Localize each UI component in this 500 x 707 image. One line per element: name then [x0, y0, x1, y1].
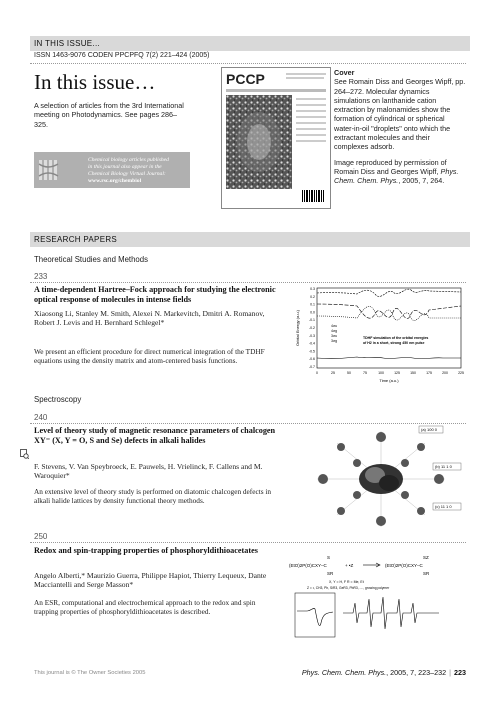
spin-trap-scheme-figure	[289, 551, 465, 641]
article-authors: F. Stevens, V. Van Speybroeck, E. Pauwels, H. Vrielinck, F. Callens and M. Waroquier*	[34, 462, 263, 481]
article-page-number[interactable]: 240	[34, 413, 48, 422]
fig1-xtick: 175	[426, 371, 432, 375]
article-abstract: An ESR, computational and electrochemical approach to the redox and spin trapping properties of phosphoryldithioacetates is described.	[34, 598, 256, 616]
fig1-note1: TDHF simulation of the orbital energies	[363, 336, 429, 340]
cover-description	[334, 68, 466, 192]
cover-credit-journal: Phys. Chem. Chem. Phys.	[334, 166, 459, 186]
fig1-xtick: 25	[331, 371, 335, 375]
cover-side-text	[296, 98, 326, 146]
cover-image	[221, 67, 331, 209]
fig3-reactant: (EtO)2P(O)CXY–C	[289, 563, 327, 568]
feature-title: In this issue…	[34, 70, 156, 94]
cover-deco	[286, 73, 326, 75]
fig1-legend-4su: 4σu	[331, 324, 338, 328]
fig1-ylabel: Orbital Energy (a.u.)	[295, 309, 300, 347]
divider	[30, 63, 466, 64]
cover-deco	[286, 77, 324, 79]
issn-line: ISSN 1463-9076 CODEN PPCPFQ 7(2) 221–424 (2005)	[34, 52, 210, 59]
fig1-ytick: -0.4	[308, 341, 315, 346]
cover-journal-title: PCCP	[226, 71, 265, 87]
article-page-number[interactable]: 233	[34, 272, 48, 281]
fig1-legend-3su: 3σu	[331, 334, 338, 338]
footer-journal: Phys. Chem. Chem. Phys.	[301, 668, 387, 677]
fig3-sz: SZ	[423, 555, 429, 560]
article-title[interactable]: A time-dependent Hartree–Fock approach for studying the electronic optical response of molecules in intense fields	[34, 285, 276, 304]
fig1-ytick: -0.2	[308, 326, 315, 330]
fig3-sr: SR	[327, 571, 334, 576]
cover-subtitle-bar	[226, 89, 326, 92]
footer-separator: |	[449, 668, 451, 677]
cover-text: See Romain Diss and Georges Wipff, pp. 264–272. Molecular dynamics simulations on lanthanide cation extraction by malonamides show the formation of cylindrical or spherical water-in-oil "droplets" onto which the extractant molecules and their complexes adsorb.	[334, 77, 466, 152]
cover-simulation-image	[226, 95, 292, 189]
footer-citation	[302, 668, 466, 677]
fig1-note2: of H2 in a short, strong 450 nm pulse	[363, 341, 425, 345]
cb-line1: Chemical biology articles published	[88, 157, 169, 163]
article-authors: Angelo Alberti,* Maurizio Guerra, Philippe Hapiot, Thierry Lequeux, Dante Macciantelli and Serge Masson*	[34, 571, 267, 590]
cb-line3: Chemical Biology Virtual Journal:	[88, 171, 166, 177]
fig1-xtick: 75	[363, 371, 367, 375]
fig1-xtick: 150	[410, 371, 416, 375]
fig3-plus-z: + •Z	[345, 563, 354, 568]
fig2-label-a: (a) 100 0	[421, 427, 438, 432]
chemical-biology-banner[interactable]	[34, 152, 190, 188]
footer-copyright: This journal is © The Owner Societies 2005	[34, 670, 146, 676]
cover-heading: Cover	[334, 68, 355, 77]
fig1-xlabel: Time (a.u.)	[379, 378, 399, 383]
divider	[30, 542, 466, 543]
feature-intro: A selection of articles from the 3rd International meeting on Photodynamics. See pages 286–325.	[34, 101, 184, 129]
fig2-label-b: (b) 11 1 0	[435, 464, 452, 469]
orbital-energy-figure	[293, 284, 465, 384]
fig1-ytick: 0.2	[310, 294, 315, 299]
fig1-xtick: 50	[347, 371, 351, 375]
in-this-issue-band: IN THIS ISSUE...	[30, 36, 470, 51]
fig3-sr2: SR	[423, 571, 430, 576]
fig3-cond1: X, Y = H, F R = Me, Et	[329, 580, 364, 584]
fig1-legend-3sg: 3σg	[331, 339, 338, 343]
article-authors: Xiaosong Li, Stanley M. Smith, Alexei N. Markevitch, Dmitri A. Romanov, Robert J. Levis and H. Bernhard Schlegel*	[34, 309, 265, 328]
fig1-ytick: 0.0	[310, 310, 315, 315]
fig3-product: (EtO)2P(O)CXY–C	[385, 563, 423, 568]
fig1-ytick: -0.5	[308, 349, 315, 354]
barcode-icon	[302, 190, 324, 202]
chemical-biology-text	[88, 157, 188, 185]
fig3-cond2: Z = •, CH3, Ph, SiR3, GeR3, PbR3, ...., growing polymer	[307, 586, 390, 590]
section-spectroscopy: Spectroscopy	[34, 395, 82, 404]
chemical-biology-article-icon	[20, 449, 29, 459]
fig1-xtick: 100	[378, 371, 384, 375]
fig3-s-top: S	[327, 555, 331, 560]
fig1-ytick: -0.7	[308, 365, 315, 369]
fig1-xtick: 225	[458, 371, 464, 375]
cover-credit-post: , 2005, 7, 264.	[398, 176, 445, 186]
article-page-number[interactable]: 250	[34, 532, 48, 541]
fig1-ytick: -0.3	[308, 333, 315, 338]
article-title[interactable]: Redox and spin-trapping properties of phosphoryldithioacetates	[34, 546, 258, 555]
article-abstract: We present an efficient procedure for direct numerical integration of the TDHF equations using the density matrix and atom-centered basis functions.	[34, 347, 265, 365]
research-papers-band: RESEARCH PAPERS	[30, 232, 470, 247]
cb-line2: in this journal also appear in the	[88, 164, 162, 170]
cover-credit-pre: Image reproduced by permission of Romain Diss and Georges Wipff,	[334, 157, 447, 176]
fig1-ytick: 0.1	[310, 302, 315, 307]
fig1-xtick: 125	[394, 371, 400, 375]
fig1-ytick: 0.3	[310, 287, 315, 291]
section-theoretical: Theoretical Studies and Methods	[34, 255, 148, 264]
fig1-xtick: 200	[442, 371, 448, 375]
fig1-ytick: -0.6	[308, 357, 315, 362]
footer-citation-text: , 2005, 7, 223–232	[386, 668, 447, 677]
divider	[30, 282, 466, 283]
defect-lattice-figure	[297, 423, 465, 535]
chemical-biology-logo-icon	[38, 158, 62, 182]
fig1-ytick: -0.1	[308, 318, 315, 323]
footer-page-number: 223	[454, 668, 466, 677]
fig2-label-c: (c) 11 1 0	[435, 504, 452, 509]
fig1-legend-4sg: 4σg	[331, 329, 338, 333]
article-abstract: An extensive level of theory study is performed on diatomic chalcogen defects in alkali halide lattices by density functional theory methods.	[34, 487, 272, 505]
article-title[interactable]: Level of theory study of magnetic resonance parameters of chalcogen XY⁻ (X, Y = O, S and Se) defects in alkali halides	[34, 426, 276, 445]
fig1-xtick: 0	[316, 371, 318, 375]
cb-url[interactable]: www.rsc.org/chembiol	[88, 178, 142, 184]
